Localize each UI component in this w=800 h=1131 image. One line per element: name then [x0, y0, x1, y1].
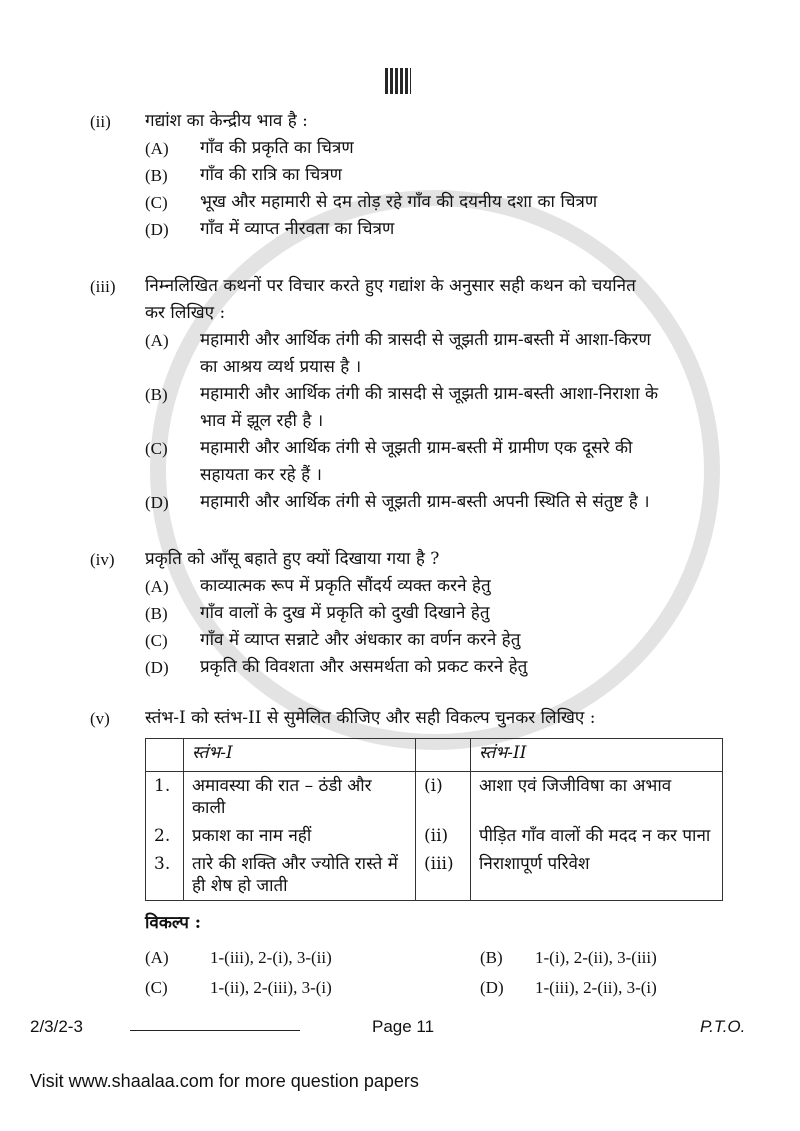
match-table: [145, 738, 723, 901]
option-label: (B): [145, 166, 168, 185]
option-text: गाँव में व्याप्त सन्नाटे और अंधकार का वर्णन करने हेतु: [200, 630, 521, 650]
option-label: (A): [145, 577, 169, 596]
option-label: (C): [145, 439, 168, 458]
option-label: (C): [145, 978, 168, 997]
question-number: (iii): [90, 277, 116, 296]
column-1-header: स्तंभ-I: [184, 739, 416, 772]
row-number: 3.: [154, 854, 171, 874]
question-text: प्रकृति को आँसू बहाते हुए क्यों दिखाया गया है ?: [145, 549, 440, 569]
row-number: 2.: [154, 826, 171, 846]
footer: [0, 1017, 800, 1043]
question-number: (iv): [90, 550, 115, 569]
option-label: (D): [145, 658, 169, 677]
option-text: भूख और महामारी से दम तोड़ रहे गाँव की दयनीय दशा का चित्रण: [200, 192, 598, 212]
row-number: 1.: [154, 776, 171, 796]
option-text: 1-(i), 2-(ii), 3-(iii): [535, 948, 657, 967]
column-1-cell: तारे की शक्ति और ज्योति रास्ते में ही शेष हो जाती: [184, 850, 416, 901]
column-2-cell: निराशापूर्ण परिवेश: [471, 850, 723, 901]
question-text: निम्नलिखित कथनों पर विचार करते हुए गद्यांश के अनुसार सही कथन को चयनित: [145, 276, 636, 296]
question-3: [90, 273, 730, 516]
answer-options: [145, 943, 730, 1003]
option-label: (C): [145, 631, 168, 650]
option-text: गाँव वालों के दुख में प्रकृति को दुखी दिखाने हेतु: [200, 603, 490, 623]
option-text: 1-(iii), 2-(i), 3-(ii): [210, 948, 332, 967]
option-text: महामारी और आर्थिक तंगी से जूझती ग्राम-बस्ती में ग्रामीण एक दूसरे की: [200, 438, 633, 458]
column-1-cell: प्रकाश का नाम नहीं: [184, 822, 416, 850]
question-4: [90, 546, 730, 681]
question-text: गद्यांश का केन्द्रीय भाव है :: [145, 111, 308, 131]
option-text: गाँव में व्याप्त नीरवता का चित्रण: [200, 219, 395, 239]
page-number: Page 11: [372, 1017, 435, 1036]
table-row: [146, 822, 723, 850]
option-text: 1-(iii), 2-(ii), 3-(i): [535, 978, 657, 997]
option-label: (D): [145, 493, 169, 512]
pto-label: P.T.O.: [700, 1017, 746, 1036]
option-text: गाँव की रात्रि का चित्रण: [200, 165, 342, 185]
visit-link[interactable]: Visit www.shaalaa.com for more question papers: [30, 1071, 419, 1091]
option-label: (B): [145, 385, 168, 404]
option-text: महामारी और आर्थिक तंगी से जूझती ग्राम-बस्ती अपनी स्थिति से संतुष्ट है ।: [200, 492, 650, 512]
column-2-cell: पीड़ित गाँव वालों की मदद न कर पाना: [471, 822, 723, 850]
table-row: [146, 772, 723, 823]
options-heading: विकल्प :: [145, 913, 202, 933]
option-label: (B): [145, 604, 168, 623]
option-label: (A): [145, 331, 169, 350]
question-5: [90, 705, 730, 1003]
question-number: (ii): [90, 112, 111, 131]
column-1-cell: अमावस्या की रात – ठंडी और काली: [184, 772, 416, 823]
option-label: (A): [145, 948, 169, 967]
option-text: सहायता कर रहे हैं ।: [200, 465, 322, 485]
option-text: का आश्रय व्यर्थ प्रयास है ।: [200, 357, 362, 377]
question-2: [90, 108, 730, 243]
option-label: (D): [145, 220, 169, 239]
question-text: कर लिखिए :: [145, 303, 226, 323]
page-content: [90, 0, 730, 1003]
column-2-cell: आशा एवं जिजीविषा का अभाव: [471, 772, 723, 823]
table-row: [146, 850, 723, 901]
row-roman: (iii): [416, 850, 471, 901]
option-text: 1-(ii), 2-(iii), 3-(i): [210, 978, 332, 997]
row-roman: (i): [416, 772, 471, 823]
paper-code: 2/3/2-3: [30, 1017, 83, 1036]
option-text: गाँव की प्रकृति का चित्रण: [200, 138, 354, 158]
option-label: (D): [480, 978, 504, 997]
option-label: (A): [145, 139, 169, 158]
option-text: प्रकृति की विवशता और असमर्थता को प्रकट करने हेतु: [200, 657, 528, 677]
option-text: भाव में झूल रही है ।: [200, 411, 324, 431]
row-roman: (ii): [416, 822, 471, 850]
option-text: महामारी और आर्थिक तंगी की त्रासदी से जूझती ग्राम-बस्ती में आशा-किरण: [200, 330, 651, 350]
option-text: महामारी और आर्थिक तंगी की त्रासदी से जूझती ग्राम-बस्ती आशा-निराशा के: [200, 384, 659, 404]
question-text: स्तंभ-I को स्तंभ-II से सुमेलित कीजिए और सही विकल्प चुनकर लिखिए :: [145, 708, 596, 728]
question-number: (v): [90, 709, 110, 728]
option-label: (C): [145, 193, 168, 212]
footer-divider: [130, 1030, 300, 1031]
option-text: काव्यात्मक रूप में प्रकृति सौंदर्य व्यक्त करने हेतु: [200, 576, 491, 596]
column-2-header: स्तंभ-II: [471, 739, 723, 772]
option-label: (B): [480, 948, 503, 967]
